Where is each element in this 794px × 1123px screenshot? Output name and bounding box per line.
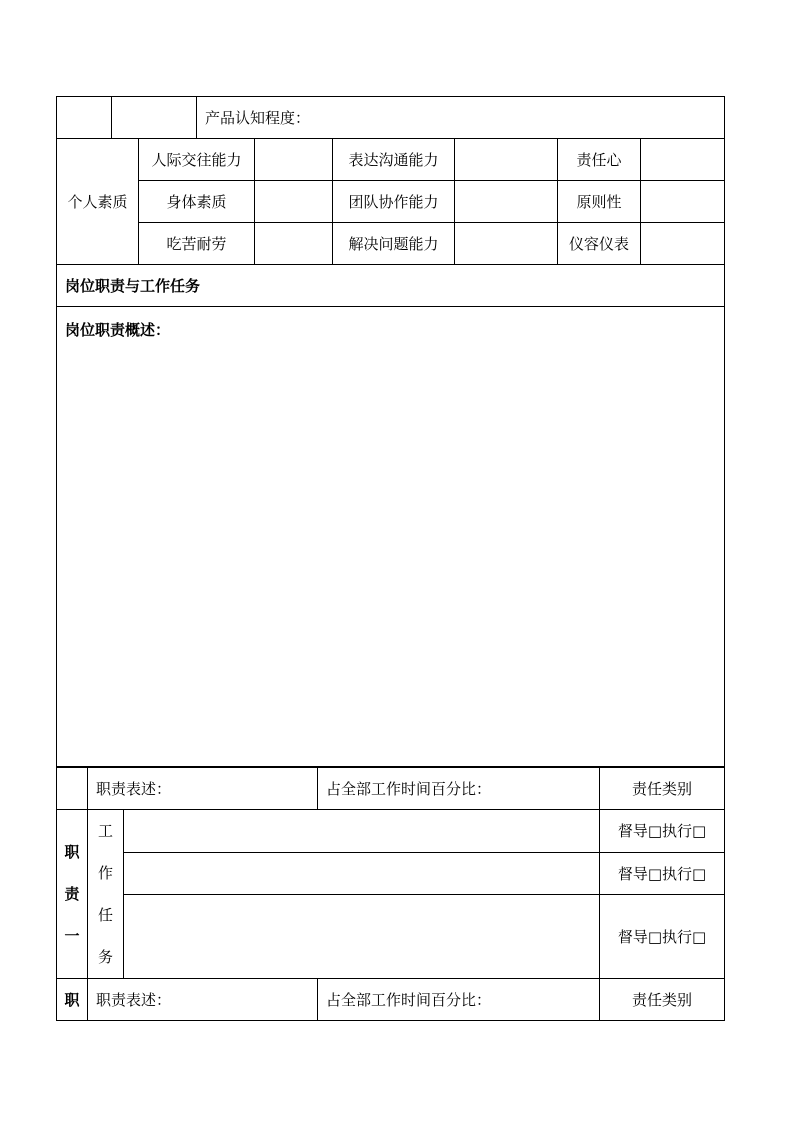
task-content[interactable] (124, 852, 600, 895)
category-label: 责任类别 (600, 979, 725, 1021)
work-task-label: 工 作 任 务 (88, 810, 124, 979)
quality-label: 团队协作能力 (333, 181, 455, 223)
task-option[interactable]: 督导□执行□ (600, 895, 725, 979)
category-label: 责任类别 (600, 768, 725, 810)
task-option[interactable]: 督导□执行□ (600, 810, 725, 853)
quality-value[interactable] (641, 223, 725, 265)
time-percent-label: 占全部工作时间百分比： (318, 768, 600, 810)
quality-value[interactable] (455, 223, 558, 265)
quality-label: 人际交往能力 (139, 139, 255, 181)
job-form-upper (56, 96, 725, 767)
quality-value[interactable] (255, 223, 333, 265)
task-content[interactable] (124, 810, 600, 853)
quality-label: 表达沟通能力 (333, 139, 455, 181)
duty-one-label: 职 责 一 (57, 810, 88, 979)
quality-value[interactable] (255, 181, 333, 223)
quality-label: 解决问题能力 (333, 223, 455, 265)
blank-cell[interactable] (57, 97, 112, 139)
quality-label: 责任心 (558, 139, 641, 181)
quality-label: 身体素质 (139, 181, 255, 223)
quality-label: 吃苦耐劳 (139, 223, 255, 265)
duties-overview-label: 岗位职责概述： (65, 321, 171, 339)
job-form-duties (56, 767, 725, 1021)
duty-description-label: 职责表述： (88, 979, 318, 1021)
duties-overview[interactable] (57, 307, 725, 767)
duty-two-label: 职 (57, 979, 88, 1021)
quality-value[interactable] (641, 139, 725, 181)
product-awareness-label: 产品认知程度： (197, 97, 725, 139)
time-percent-label: 占全部工作时间百分比： (318, 979, 600, 1021)
blank-cell[interactable] (112, 97, 197, 139)
quality-value[interactable] (255, 139, 333, 181)
task-option[interactable]: 督导□执行□ (600, 852, 725, 895)
quality-label: 原则性 (558, 181, 641, 223)
quality-value[interactable] (455, 181, 558, 223)
duty-description-label: 职责表述： (88, 768, 318, 810)
quality-value[interactable] (641, 181, 725, 223)
personal-quality-label: 个人素质 (57, 139, 139, 265)
quality-label: 仪容仪表 (558, 223, 641, 265)
duties-section-title: 岗位职责与工作任务 (57, 265, 725, 307)
task-content[interactable] (124, 895, 600, 979)
quality-value[interactable] (455, 139, 558, 181)
duty-one-side-top (57, 768, 88, 810)
